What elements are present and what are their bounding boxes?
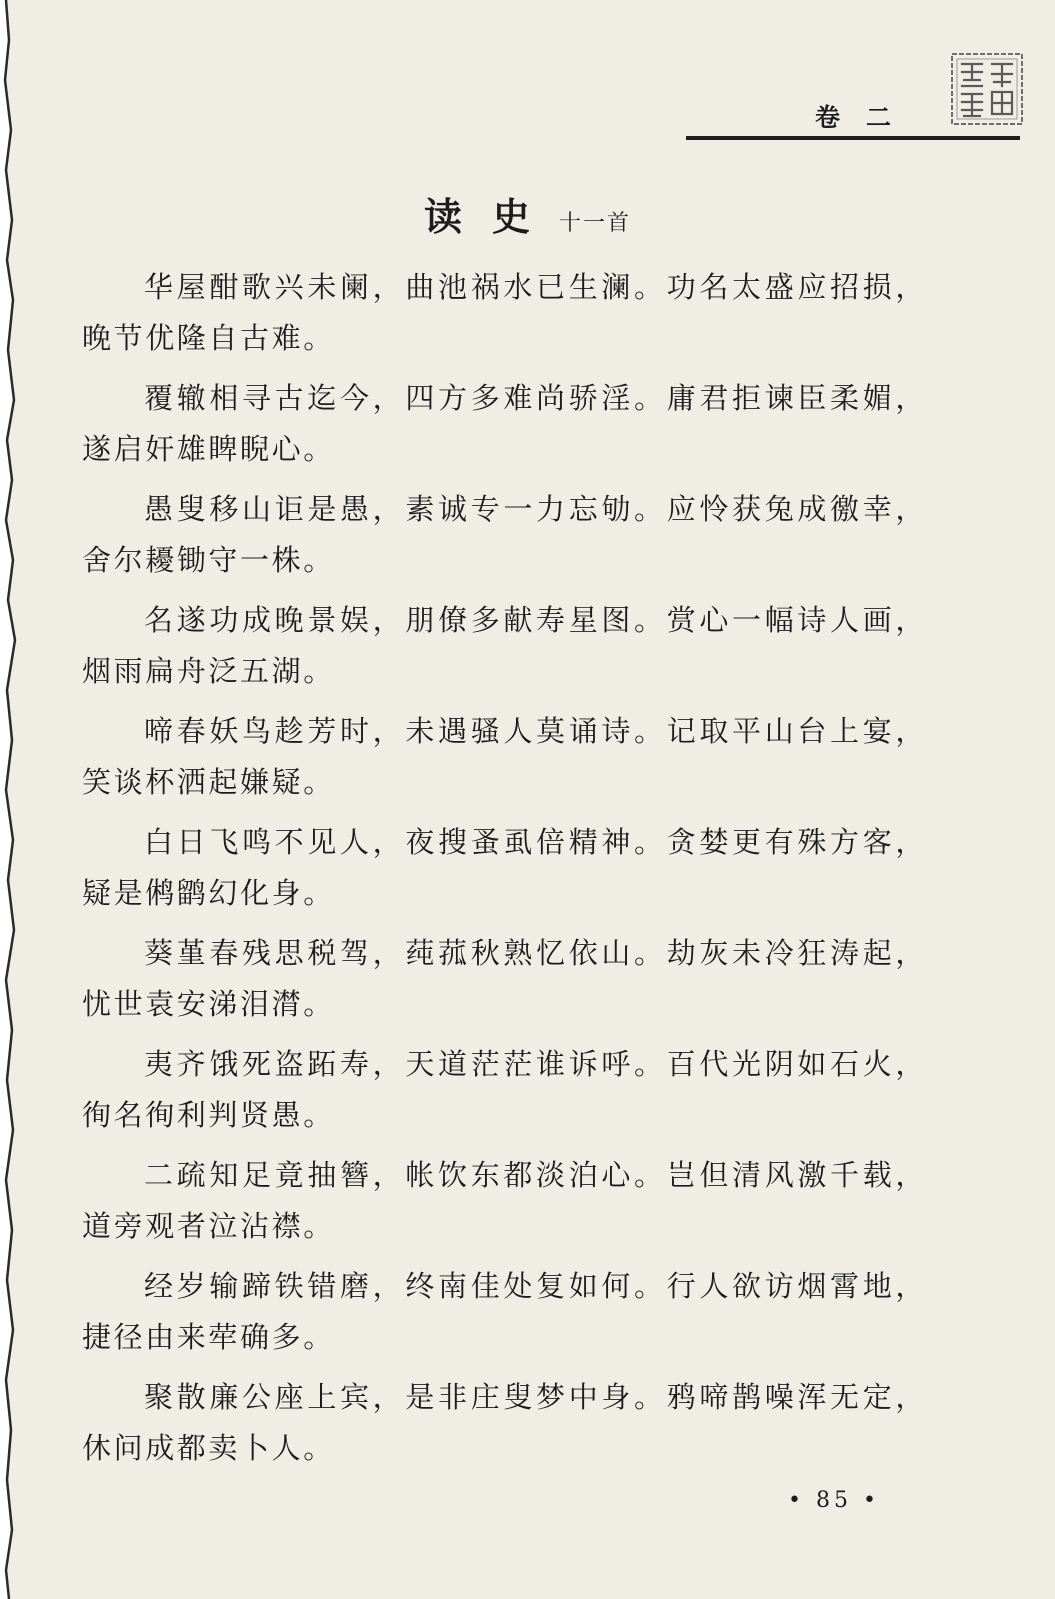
poem-stanza-7: 葵堇春残思税驾，莼菰秋熟忆依山。劫灰未冷狂涛起，忧世袁安涕泪潸。 bbox=[82, 936, 927, 1021]
poem-stanza-5: 啼春妖鸟趁芳时，未遇骚人莫诵诗。记取平山台上宴，笑谈杯洒起嫌疑。 bbox=[82, 714, 927, 799]
poem-title bbox=[0, 186, 1055, 241]
title-subtitle: 十一首 bbox=[559, 211, 632, 236]
title-main: 读史 bbox=[423, 195, 560, 239]
poem-stanza-6: 白日飞鸣不见人，夜搜蚤虱倍精神。贪婪更有殊方客，疑是鸺鹠幻化身。 bbox=[82, 825, 927, 910]
poem-stanza-1: 华屋酣歌兴未阑，曲池祸水已生澜。功名太盛应招损，晚节优隆自古难。 bbox=[82, 270, 927, 355]
poem-stanza-3: 愚叟移山讵是愚，素诚专一力忘劬。应怜获兔成徼幸，舍尔耰锄守一株。 bbox=[82, 492, 927, 577]
poem-stanza-10: 经岁输蹄铁错磨，终南佳处复如何。行人欲访烟霄地，捷径由来荦确多。 bbox=[82, 1269, 927, 1354]
page-number: • 85 • bbox=[788, 1488, 880, 1513]
poem-stanza-8: 夷齐饿死盗跖寿，天道茫茫谁诉呼。百代光阴如石火，徇名徇利判贤愚。 bbox=[82, 1047, 927, 1132]
poem-stanza-9: 二疏知足竟抽簪，帐饮东都淡泊心。岂但清风激千载，道旁观者泣沾襟。 bbox=[82, 1158, 927, 1243]
poem-stanza-11: 聚散廉公座上宾，是非庄叟梦中身。鸦啼鹊噪浑无定，休问成都卖卜人。 bbox=[82, 1380, 927, 1465]
running-head: 卷二 bbox=[814, 103, 917, 132]
poem-stanza-4: 名遂功成晚景娱，朋僚多献寿星图。赏心一幅诗人画，烟雨扁舟泛五湖。 bbox=[82, 603, 927, 688]
page-header bbox=[0, 0, 1055, 150]
poem-list bbox=[82, 262, 927, 1483]
poem-stanza-2: 覆辙相寻古迄今，四方多难尚骄淫。庸君拒谏臣柔媚，遂启奸雄睥睨心。 bbox=[82, 381, 927, 466]
header-rule bbox=[686, 136, 1020, 140]
seal-stamp-icon bbox=[950, 52, 1024, 126]
